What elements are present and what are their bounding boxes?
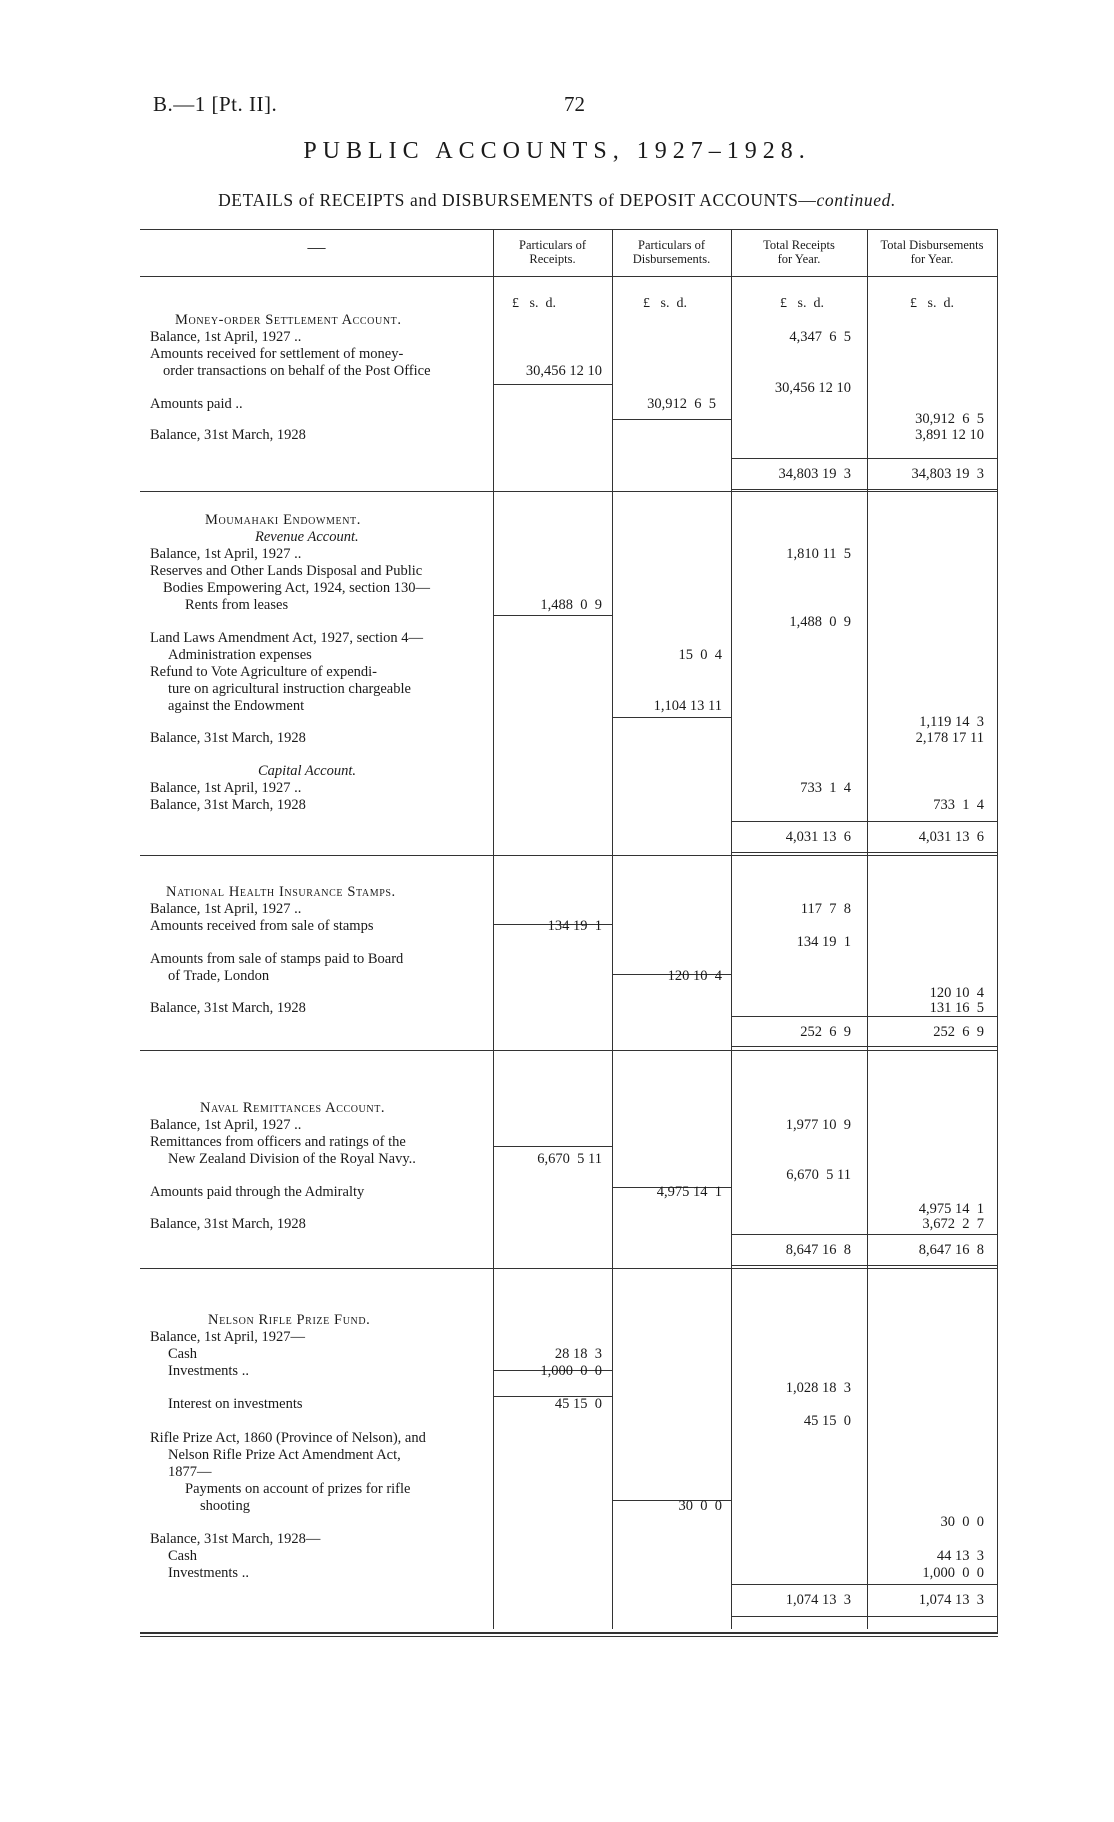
row-label: Bodies Empowering Act, 1924, section 130— [163, 580, 431, 596]
row-label: Amounts received for settlement of money- [150, 346, 404, 362]
value-cell: 1,977 10 9 [785, 1117, 851, 1133]
value-cell: 30,456 12 10 [774, 380, 851, 396]
row-label: Nelson Rifle Prize Act Amendment Act, [168, 1447, 401, 1463]
row-label: of Trade, London [168, 968, 270, 984]
value-cell: 134 19 1 [547, 918, 602, 934]
subsection-title: Revenue Account. [255, 529, 359, 545]
subsection-title: Capital Account. [258, 763, 357, 779]
row-label: Balance, 31st March, 1928 [150, 1216, 306, 1232]
value-cell: 44 13 3 [936, 1548, 984, 1564]
value-cell: 6,670 5 11 [786, 1167, 851, 1183]
row-label: Balance, 31st March, 1928 [150, 730, 306, 746]
total-disbursements: 252 6 9 [933, 1024, 984, 1040]
value-cell: 117 7 8 [800, 901, 851, 917]
section-title: Moumahaki Endowment. [205, 512, 361, 528]
value-cell: 30,456 12 10 [525, 363, 602, 379]
value-cell: 30 0 0 [940, 1514, 984, 1530]
page-subtitle [0, 190, 1114, 211]
row-label: Balance, 31st March, 1928 [150, 427, 306, 443]
subtitle-italic: continued. [816, 190, 896, 210]
row-label: Reserves and Other Lands Disposal and Public [150, 563, 423, 579]
value-cell: 1,119 14 3 [919, 714, 984, 730]
section-title: Naval Remittances Account. [200, 1100, 386, 1116]
value-cell: 120 10 4 [667, 968, 722, 984]
value-cell: 30,912 6 5 [915, 411, 984, 427]
column-header-description: — [307, 237, 326, 257]
document-reference: B.—1 [Pt. II]. [153, 92, 278, 116]
unit-label-receipts: £ s. d. [512, 296, 556, 311]
total-disbursements: 8,647 16 8 [918, 1242, 984, 1258]
unit-label-total-receipts: £ s. d. [780, 296, 824, 311]
total-disbursements: 4,031 13 6 [918, 829, 984, 845]
row-label: Cash [168, 1548, 197, 1564]
row-label: Amounts from sale of stamps paid to Board [150, 951, 404, 967]
row-label: against the Endowment [168, 698, 305, 714]
row-label: Administration expenses [168, 647, 312, 663]
row-label: Balance, 1st April, 1927 .. [150, 329, 302, 345]
value-cell: 733 1 4 [933, 797, 984, 813]
subtitle-main: DETAILS of RECEIPTS and DISBURSEMENTS of DEPOSIT ACCOUNTS— [218, 190, 817, 210]
row-label: ture on agricultural instruction chargeable [168, 681, 411, 697]
value-cell: 131 16 5 [929, 1000, 984, 1016]
value-cell: 6,670 5 11 [537, 1151, 602, 1167]
value-cell: 2,178 17 11 [915, 730, 984, 746]
value-cell: 1,488 0 9 [789, 614, 851, 630]
row-label: Balance, 1st April, 1927 .. [150, 901, 302, 917]
value-cell: 3,672 2 7 [922, 1216, 984, 1232]
total-disbursements: 1,074 13 3 [918, 1592, 984, 1608]
row-label: Land Laws Amendment Act, 1927, section 4— [150, 630, 424, 646]
value-cell: 1,000 0 0 [922, 1565, 984, 1581]
row-label: 1877— [168, 1464, 212, 1480]
row-label: Rents from leases [185, 597, 289, 613]
value-cell: 4,975 14 1 [656, 1184, 722, 1200]
row-label: order transactions on behalf of the Post Office [163, 363, 431, 379]
total-receipts: 252 6 9 [800, 1024, 851, 1040]
value-cell: 45 15 0 [554, 1396, 602, 1412]
row-label: New Zealand Division of the Royal Navy.. [168, 1151, 416, 1167]
section-title: National Health Insurance Stamps. [166, 884, 396, 900]
row-label: Balance, 1st April, 1927— [150, 1329, 306, 1345]
row-label: Investments .. [168, 1363, 249, 1379]
row-label: Balance, 31st March, 1928 [150, 797, 306, 813]
value-cell: 15 0 4 [678, 647, 722, 663]
value-cell: 1,104 13 11 [653, 698, 722, 714]
value-cell: 1,810 11 5 [786, 546, 851, 562]
total-receipts: 1,074 13 3 [785, 1592, 851, 1608]
section-title: Nelson Rifle Prize Fund. [208, 1312, 371, 1328]
row-label: Amounts paid through the Admiralty [150, 1184, 365, 1200]
total-receipts: 4,031 13 6 [785, 829, 851, 845]
row-label: Amounts received from sale of stamps [150, 918, 374, 934]
row-label: Refund to Vote Agriculture of expendi- [150, 664, 377, 680]
page-title: PUBLIC ACCOUNTS, 1927–1928. [303, 138, 811, 164]
column-header-total-disbursements: Total Disbursements for Year. [880, 238, 984, 266]
unit-label-disbursements: £ s. d. [643, 296, 687, 311]
value-cell: 1,488 0 9 [540, 597, 602, 613]
row-label: Balance, 1st April, 1927 .. [150, 546, 302, 562]
value-cell: 30,912 6 5 [647, 396, 716, 412]
row-label: Amounts paid .. [150, 396, 243, 412]
unit-label-total-disbursements: £ s. d. [910, 296, 954, 311]
row-label: Rifle Prize Act, 1860 (Province of Nelson), and [150, 1430, 426, 1446]
value-cell: 1,000 0 0 [540, 1363, 602, 1379]
value-cell: 733 1 4 [800, 780, 851, 796]
value-cell: 120 10 4 [929, 985, 984, 1001]
row-label: Balance, 31st March, 1928 [150, 1000, 306, 1016]
value-cell: 45 15 0 [803, 1413, 851, 1429]
row-label: Balance, 1st April, 1927 .. [150, 1117, 302, 1133]
value-cell: 30 0 0 [678, 1498, 722, 1514]
section-title: Money-order Settlement Account. [175, 312, 402, 328]
page-number: 72 [564, 92, 585, 116]
value-cell: 28 18 3 [554, 1346, 602, 1362]
value-cell: 4,975 14 1 [918, 1201, 984, 1217]
total-receipts: 34,803 19 3 [778, 466, 851, 482]
row-label: Balance, 31st March, 1928— [150, 1531, 321, 1547]
value-cell: 1,028 18 3 [785, 1380, 851, 1396]
row-label: Investments .. [168, 1565, 249, 1581]
value-cell: 134 19 1 [796, 934, 851, 950]
total-disbursements: 34,803 19 3 [911, 466, 984, 482]
row-label: Remittances from officers and ratings of the [150, 1134, 406, 1150]
row-label: shooting [200, 1498, 250, 1514]
row-label: Interest on investments [168, 1396, 303, 1412]
value-cell: 3,891 12 10 [915, 427, 984, 443]
row-label: Cash [168, 1346, 197, 1362]
column-header-total-receipts: Total Receipts for Year. [763, 238, 835, 266]
total-receipts: 8,647 16 8 [785, 1242, 851, 1258]
row-label: Balance, 1st April, 1927 .. [150, 780, 302, 796]
column-header-receipts: Particulars of Receipts. [519, 238, 586, 266]
row-label: Payments on account of prizes for rifle [185, 1481, 411, 1497]
column-header-disbursements: Particulars of Disbursements. [632, 238, 711, 266]
value-cell: 4,347 6 5 [789, 329, 851, 345]
